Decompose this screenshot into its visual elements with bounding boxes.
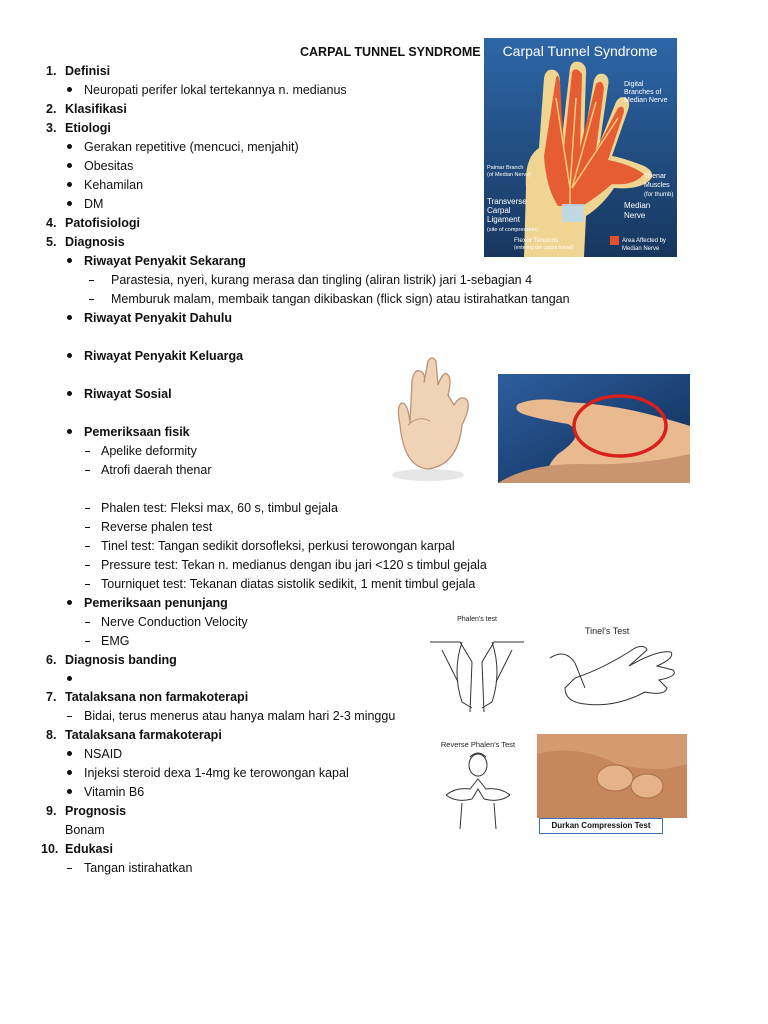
svg-text:Median Nerve: Median Nerve (622, 246, 660, 252)
anatomy-figure (484, 38, 677, 257)
svg-text:Thenar: Thenar (644, 173, 667, 180)
dash (85, 546, 90, 547)
rpd-heading: Riwayat Penyakit Dahulu (84, 311, 232, 325)
dash (85, 584, 90, 585)
svg-text:Branches of: Branches of (624, 89, 662, 96)
anatomy-illustration (484, 38, 677, 257)
bullet (67, 391, 72, 396)
durkan-test-figure (537, 734, 687, 836)
thenar-photo-illustration (498, 374, 690, 483)
section-definisi: Definisi (65, 64, 111, 78)
svg-text:(of Median Nerve): (of Median Nerve) (487, 172, 532, 178)
etiologi-item: Gerakan repetitive (mencuci, menjahit) (84, 140, 299, 154)
durkan-label: Durkan Compression Test (539, 818, 663, 834)
pf-test: Phalen test: Fleksi max, 60 s, timbul gejala (101, 501, 338, 515)
bullet (67, 315, 72, 320)
prognosis-value: Bonam (65, 823, 105, 837)
svg-text:Flexor Tendons: Flexor Tendons (514, 237, 559, 244)
ape-hand-figure (378, 355, 478, 485)
section-2-num: 2. (46, 102, 57, 116)
pp-item: EMG (101, 634, 130, 648)
dash (85, 508, 90, 509)
page-title: CARPAL TUNNEL SYNDROME (300, 45, 481, 59)
svg-text:Palmar Branch: Palmar Branch (487, 165, 524, 171)
svg-text:Carpal: Carpal (487, 206, 511, 215)
bullet (67, 144, 72, 149)
svg-text:Muscles: Muscles (644, 182, 670, 189)
farma-item: NSAID (84, 747, 123, 761)
bullet (67, 789, 72, 794)
phalen-illustration (422, 612, 532, 722)
section-8-num: 8. (46, 728, 57, 742)
dash (85, 527, 90, 528)
svg-text:Area Affected by: Area Affected by (622, 238, 666, 244)
dash (89, 299, 94, 300)
pp-heading: Pemeriksaan penunjang (84, 596, 228, 610)
section-prognosis: Prognosis (65, 804, 127, 818)
ape-hand-illustration (378, 355, 478, 485)
dash (67, 868, 72, 869)
dash (89, 280, 94, 281)
dash (85, 622, 90, 623)
pf-test: Tourniquet test: Tekanan diatas sistolik sedikit, 1 menit timbul gejala (101, 577, 476, 591)
section-5-num: 5. (46, 235, 57, 249)
rps-item: Parastesia, nyeri, kurang merasa dan tingling (aliran listrik) jari 1-sebagian 4 (111, 273, 533, 287)
hand-shape (398, 358, 468, 469)
dash (85, 451, 90, 452)
pf-test: Tinel test: Tangan sedikit dorsofleksi, perkusi terowongan karpal (101, 539, 455, 553)
section-6-num: 6. (46, 653, 57, 667)
bullet (67, 353, 72, 358)
ligament-shape (562, 204, 584, 222)
farma-item: Vitamin B6 (84, 785, 145, 799)
tinel-test-figure (545, 618, 687, 713)
tinel-label: Tinel's Test (585, 626, 630, 636)
rps-item: Memburuk malam, membaik tangan dikibaskan (flick sign) atau istirahatkan tangan (111, 292, 570, 306)
svg-text:Ligament: Ligament (487, 215, 520, 224)
svg-text:Digital: Digital (624, 81, 644, 88)
bullet (67, 676, 72, 681)
tinel-illustration (545, 618, 687, 713)
rpk-heading: Riwayat Penyakit Keluarga (84, 349, 244, 363)
dash (67, 716, 72, 717)
bullet (67, 182, 72, 187)
svg-text:Transverse: Transverse (487, 197, 527, 206)
etiologi-item: Obesitas (84, 159, 134, 173)
svg-text:(site of compression): (site of compression) (487, 227, 539, 233)
section-etiologi: Etiologi (65, 121, 111, 135)
legend-swatch (610, 236, 619, 245)
dash (85, 565, 90, 566)
edukasi-item: Tangan istirahatkan (84, 861, 193, 875)
section-9-num: 9. (46, 804, 57, 818)
pf-test: Reverse phalen test (101, 520, 213, 534)
definisi-item: Neuropati perifer lokal tertekannya n. medianus (84, 83, 347, 97)
bullet (67, 201, 72, 206)
bullet (67, 751, 72, 756)
section-4-num: 4. (46, 216, 57, 230)
pf-test: Pressure test: Tekan n. medianus dengan ibu jari <120 s timbul gejala (101, 558, 487, 572)
reverse-phalen-illustration (426, 733, 530, 831)
section-klasifikasi: Klasifikasi (65, 102, 127, 116)
farma-item: Injeksi steroid dexa 1-4mg ke terowongan kapal (84, 766, 349, 780)
section-3-num: 3. (46, 121, 57, 135)
svg-text:(entering the carpal tunnel): (entering the carpal tunnel) (514, 245, 574, 251)
bullet (67, 770, 72, 775)
reverse-phalen-figure (426, 733, 530, 831)
section-10-num: 10. (41, 842, 59, 856)
section-1-num: 1. (46, 64, 57, 78)
svg-text:Median: Median (624, 201, 651, 210)
section-edukasi: Edukasi (65, 842, 113, 856)
section-banding: Diagnosis banding (65, 653, 177, 667)
svg-text:Nerve: Nerve (624, 211, 646, 220)
section-diagnosis: Diagnosis (65, 235, 125, 249)
section-patofisiologi: Patofisiologi (65, 216, 140, 230)
rps-heading: Riwayat Penyakit Sekarang (84, 254, 246, 268)
section-7-num: 7. (46, 690, 57, 704)
rsos-heading: Riwayat Sosial (84, 387, 172, 401)
section-nonfarma: Tatalaksana non farmakoterapi (65, 690, 249, 704)
svg-text:(for thumb): (for thumb) (644, 192, 674, 198)
bullet (67, 429, 72, 434)
etiologi-item: Kehamilan (84, 178, 144, 192)
nonfarma-item: Bidai, terus menerus atau hanya malam hari 2-3 minggu (84, 709, 396, 723)
reverse-phalen-label: Reverse Phalen's Test (440, 740, 516, 749)
etiologi-item: DM (84, 197, 104, 211)
pp-item: Nerve Conduction Velocity (101, 615, 248, 629)
svg-text:Median Nerve: Median Nerve (624, 97, 668, 104)
bullet (67, 87, 72, 92)
anatomy-title: Carpal Tunnel Syndrome (502, 43, 658, 59)
pf-item: Apelike deformity (101, 444, 197, 458)
dash (85, 470, 90, 471)
section-farma: Tatalaksana farmakoterapi (65, 728, 222, 742)
phalen-label: Phalen's test (457, 616, 497, 623)
thenar-atrophy-photo (498, 374, 690, 483)
bullet (67, 600, 72, 605)
bullet (67, 163, 72, 168)
bullet (67, 258, 72, 263)
pf-heading: Pemeriksaan fisik (84, 425, 190, 439)
pf-item: Atrofi daerah thenar (101, 463, 212, 477)
dash (85, 641, 90, 642)
phalen-test-figure (422, 612, 532, 722)
